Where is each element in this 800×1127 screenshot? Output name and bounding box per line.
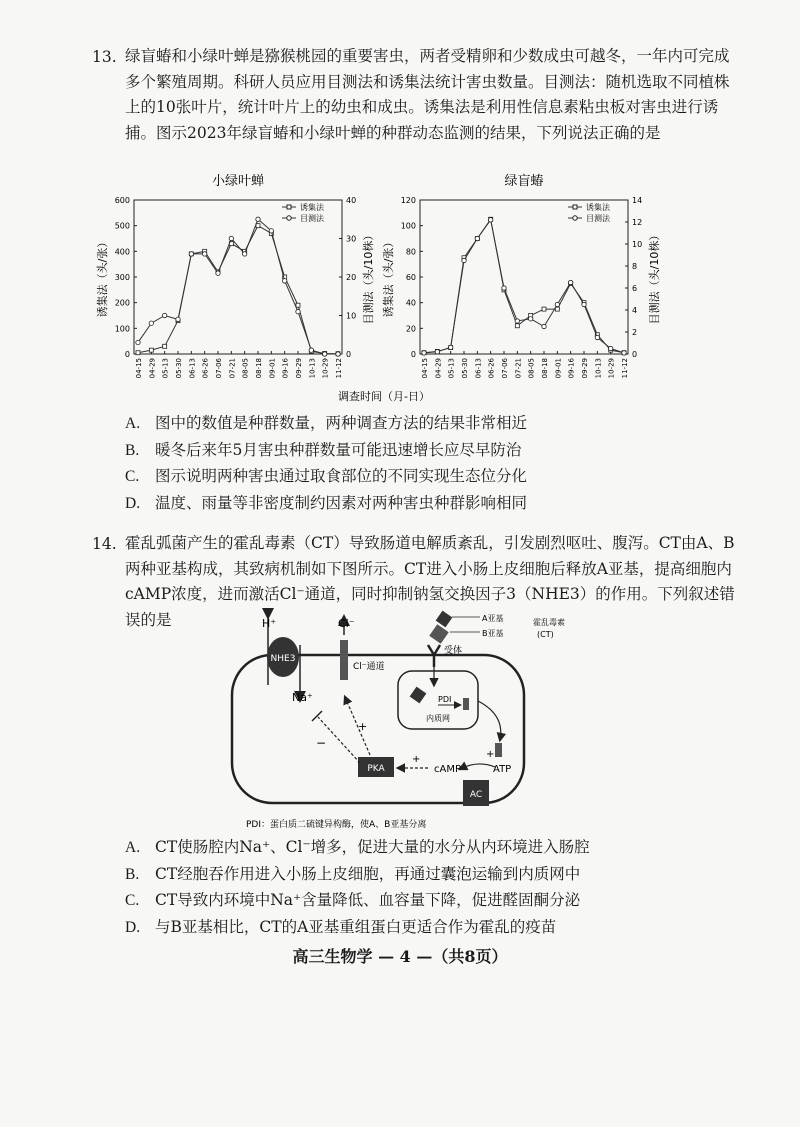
x-tick-label: 10-29 [321, 358, 330, 379]
data-point [582, 302, 586, 306]
x-tick-label: 09-29 [295, 358, 303, 379]
option-text: CT经胞吞作用进入小肠上皮细胞，再通过囊泡运输到内质网中 [155, 864, 581, 883]
pka-label: PKA [367, 764, 385, 774]
a-subunit-label: A亚基 [482, 614, 504, 623]
data-point [136, 351, 140, 355]
cl-minus-label: Cl⁻ [338, 617, 355, 630]
x-tick-label: 08-05 [527, 358, 536, 379]
data-point [149, 321, 153, 325]
data-point [136, 340, 140, 344]
x-tick-label: 07-21 [228, 358, 237, 379]
data-point [542, 324, 546, 328]
y-tick-label: 80 [405, 247, 416, 257]
series-line-0 [138, 226, 338, 354]
na-plus-label: Na⁺ [292, 691, 313, 704]
data-point [488, 218, 492, 222]
y2-tick-label: 40 [346, 196, 357, 205]
data-point [269, 229, 273, 233]
x-tick-label: 04-29 [148, 358, 157, 379]
x-tick-label: 09-29 [581, 358, 589, 379]
x-tick-label: 06-13 [188, 358, 197, 379]
y-axis-label: 诱集法（头/张） [96, 236, 109, 318]
y-tick-label: 100 [114, 324, 130, 334]
y2-tick-label: 20 [346, 273, 357, 282]
y-tick-label: 500 [114, 221, 130, 231]
y2-tick-label: 6 [632, 284, 638, 293]
pka-nhe3-minus: − [316, 736, 327, 750]
x-tick-label: 06-26 [487, 358, 496, 379]
cl-channel-icon [340, 640, 348, 680]
chart-1 [338, 173, 661, 403]
data-point [229, 236, 233, 240]
series-line-1 [424, 220, 624, 353]
er-label: 内质网 [426, 714, 450, 723]
question-13-text: 绿盲蝽和小绿叶蝉是猕猴桃园的重要害虫，两者受精卵和少数成虫可越冬，一年内可完成多个繁殖周期。科研人员应用目测法和诱集法统计害虫数量。目测法：随机选取不同植株上的10张叶片，统计叶片上的幼虫和成虫。诱集法是利用性信息素粘虫板对害虫进行诱捕。图示2023年绿盲蝽和小绿叶蝉的种群动态监测的结果，下列说法正确的是 [125, 47, 730, 142]
data-point [462, 258, 466, 262]
legend-label: 诱集法 [300, 203, 324, 212]
y2-tick-label: 8 [632, 262, 638, 271]
y-tick-label: 600 [114, 196, 130, 205]
x-tick-label: 10-29 [607, 358, 616, 379]
y2-tick-label: 14 [632, 196, 643, 205]
receptor-label: 受体 [444, 646, 463, 656]
y-tick-label: 100 [400, 221, 416, 231]
q14-option-b [125, 861, 580, 888]
legend-marker [573, 205, 577, 209]
option-label: D. [125, 918, 141, 936]
data-point [162, 313, 166, 317]
data-point [202, 252, 206, 256]
data-point [542, 307, 546, 311]
chart-title: 小绿叶蝉 [211, 174, 265, 189]
option-label: D. [125, 494, 141, 512]
y2-tick-label: 2 [632, 328, 638, 337]
internalized-toxin-icon [410, 687, 427, 704]
y-axis-label: 诱集法（头/张） [382, 236, 395, 318]
pka-cl-plus: + [358, 720, 368, 733]
option-text: 温度、雨量等非密度制约因素对两种害虫种群影响相同 [155, 493, 528, 512]
x-tick-label: 09-16 [567, 358, 576, 379]
data-point [555, 302, 559, 306]
released-a-subunit-icon [463, 698, 469, 710]
q13-option-c [125, 463, 527, 490]
toxin-b-subunit-icon [429, 624, 448, 643]
data-point [176, 317, 180, 321]
legend-marker [573, 216, 577, 220]
x-tick-label: 04-29 [434, 358, 443, 379]
data-point [568, 280, 572, 284]
data-point [608, 346, 612, 350]
option-label: A. [125, 839, 141, 856]
y2-tick-label: 10 [346, 311, 357, 321]
q14-option-a [125, 834, 590, 861]
y-tick-label: 40 [405, 298, 416, 308]
y-tick-label: 20 [405, 324, 416, 334]
q13-option-d [125, 490, 527, 517]
option-text: 图中的数值是种群数量，两种调查方法的结果非常相近 [155, 414, 528, 432]
y-tick-label: 200 [114, 298, 130, 308]
y-tick-label: 120 [400, 196, 416, 205]
camp-label: cAMP [434, 764, 461, 775]
q13-option-b [125, 437, 521, 464]
chart-0 [95, 173, 375, 378]
data-point [242, 252, 246, 256]
y-tick-label: 400 [114, 247, 130, 257]
pdi-label: PDI [438, 695, 452, 704]
option-label: B. [125, 441, 140, 459]
data-point [322, 352, 326, 356]
question-13-number: 13. [92, 48, 117, 66]
data-point [149, 348, 153, 352]
data-point [422, 351, 426, 355]
x-axis-label: 调查时间（月-日） [338, 390, 430, 403]
legend-label: 诱集法 [586, 203, 610, 212]
camp-pka-plus: + [412, 754, 421, 765]
x-tick-label: 07-06 [215, 358, 223, 379]
data-point [435, 350, 439, 354]
option-label: B. [125, 865, 140, 883]
x-tick-label: 04-15 [421, 358, 429, 379]
ac-activation-plus: + [486, 749, 495, 760]
data-point [189, 252, 193, 256]
x-tick-label: 06-13 [474, 358, 483, 379]
series-line-0 [424, 219, 624, 352]
data-point [448, 345, 452, 349]
cytosol-a-subunit-icon [495, 743, 502, 757]
y2-axis-label: 目测法（头/10株） [362, 229, 375, 325]
x-tick-label: 05-30 [461, 358, 469, 379]
y-tick-label: 300 [114, 273, 130, 282]
data-point [296, 309, 300, 313]
option-text: 与B亚基相比，CT的A亚基重组蛋白更适合作为霍乱的疫苗 [155, 917, 557, 936]
atp-label: ATP [493, 764, 512, 775]
x-tick-label: 09-16 [281, 358, 290, 379]
data-point [515, 324, 519, 328]
data-point [515, 319, 519, 323]
chart-title: 绿盲蝽 [504, 174, 544, 189]
cl-channel-label: Cl⁻通道 [353, 662, 385, 672]
q13-option-a [125, 410, 527, 437]
legend-label: 目测法 [300, 214, 324, 223]
toxin-abbr-label: (CT) [537, 630, 554, 639]
q14-option-c [125, 887, 580, 914]
data-point [309, 348, 313, 352]
data-point [336, 352, 340, 356]
data-point [622, 351, 626, 355]
y-tick-label: 0 [124, 350, 130, 359]
option-text: CT使肠腔内Na⁺、Cl⁻增多，促进大量的水分从内环境进入肠腔 [155, 838, 590, 856]
plot-frame [134, 200, 342, 354]
y2-tick-label: 0 [632, 350, 638, 359]
question-14-text: 霍乱弧菌产生的霍乱毒素（CT）导致肠道电解质紊乱，引发剧烈呕吐、腹泻。CT由A、B两种亚基构成，其致病机制如下图所示。CT进入小肠上皮细胞后释放A亚基，提高细胞内cAMP浓度，进而激活Cl⁻通道，同时抑制钠氢交换因子3（NHE3）的作用。下列叙述错误的是 [125, 534, 735, 629]
data-point [256, 217, 260, 221]
y2-axis-label: 目测法（头/10株） [648, 229, 661, 325]
ac-label: AC [469, 790, 483, 800]
x-tick-label: 08-18 [541, 358, 549, 379]
x-tick-label: 07-21 [514, 358, 523, 379]
x-tick-label: 10-13 [308, 358, 317, 379]
y2-tick-label: 30 [346, 234, 357, 244]
x-tick-label: 08-05 [241, 358, 250, 379]
page-footer: 高三生物学 — 4 —（共8页） [292, 947, 508, 966]
option-text: CT导致内环境中Na⁺含量降低、血容量下降，促进醛固酮分泌 [155, 891, 581, 909]
y-tick-label: 0 [410, 350, 416, 359]
data-point [475, 236, 479, 240]
x-tick-label: 11-12 [335, 358, 343, 379]
x-tick-label: 07-06 [501, 358, 509, 379]
option-text: 图示说明两种害虫通过取食部位的不同实现生态位分化 [155, 467, 528, 485]
y-tick-label: 60 [405, 273, 416, 282]
x-tick-label: 05-13 [161, 358, 170, 379]
y2-tick-label: 4 [632, 306, 638, 315]
data-point [296, 303, 300, 307]
q14-option-d [125, 914, 556, 941]
toxin-a-subunit-icon [436, 611, 453, 628]
data-point [595, 335, 599, 339]
y2-tick-label: 0 [346, 350, 352, 359]
legend-marker [287, 205, 291, 209]
y2-tick-label: 12 [632, 218, 643, 227]
x-tick-label: 05-30 [175, 358, 183, 379]
data-point [282, 279, 286, 283]
x-tick-label: 11-12 [621, 358, 629, 379]
data-point [163, 344, 167, 348]
x-tick-label: 05-13 [447, 358, 456, 379]
option-label: C. [125, 892, 140, 909]
charts-area [0, 170, 800, 410]
legend-marker [287, 216, 291, 220]
data-point [528, 317, 532, 321]
toxin-label: 霍乱毒素 [533, 618, 565, 627]
x-tick-label: 06-26 [201, 358, 210, 379]
data-point [216, 271, 220, 275]
x-tick-label: 09-01 [268, 358, 277, 379]
option-text: 暖冬后来年5月害虫种群数量可能迅速增长应尽早防治 [155, 440, 522, 459]
legend-label: 目测法 [586, 214, 610, 223]
cholera-mechanism-diagram [0, 605, 800, 835]
option-label: C. [125, 468, 140, 485]
x-tick-label: 08-18 [255, 358, 263, 379]
plot-frame [420, 200, 628, 354]
series-line-1 [138, 219, 338, 354]
x-tick-label: 09-01 [554, 358, 563, 379]
x-tick-label: 04-15 [135, 358, 143, 379]
b-subunit-label: B亚基 [482, 629, 504, 638]
diagram-caption: PDI：蛋白质二硫键异构酶，使A、B亚基分离 [246, 820, 427, 830]
question-14-number: 14. [92, 535, 117, 553]
y2-tick-label: 10 [632, 240, 643, 249]
nhe3-label: NHE3 [270, 654, 296, 664]
h-plus-label: H⁺ [262, 617, 277, 630]
data-point [502, 286, 506, 290]
option-label: A. [125, 415, 141, 432]
x-tick-label: 10-13 [594, 358, 603, 379]
